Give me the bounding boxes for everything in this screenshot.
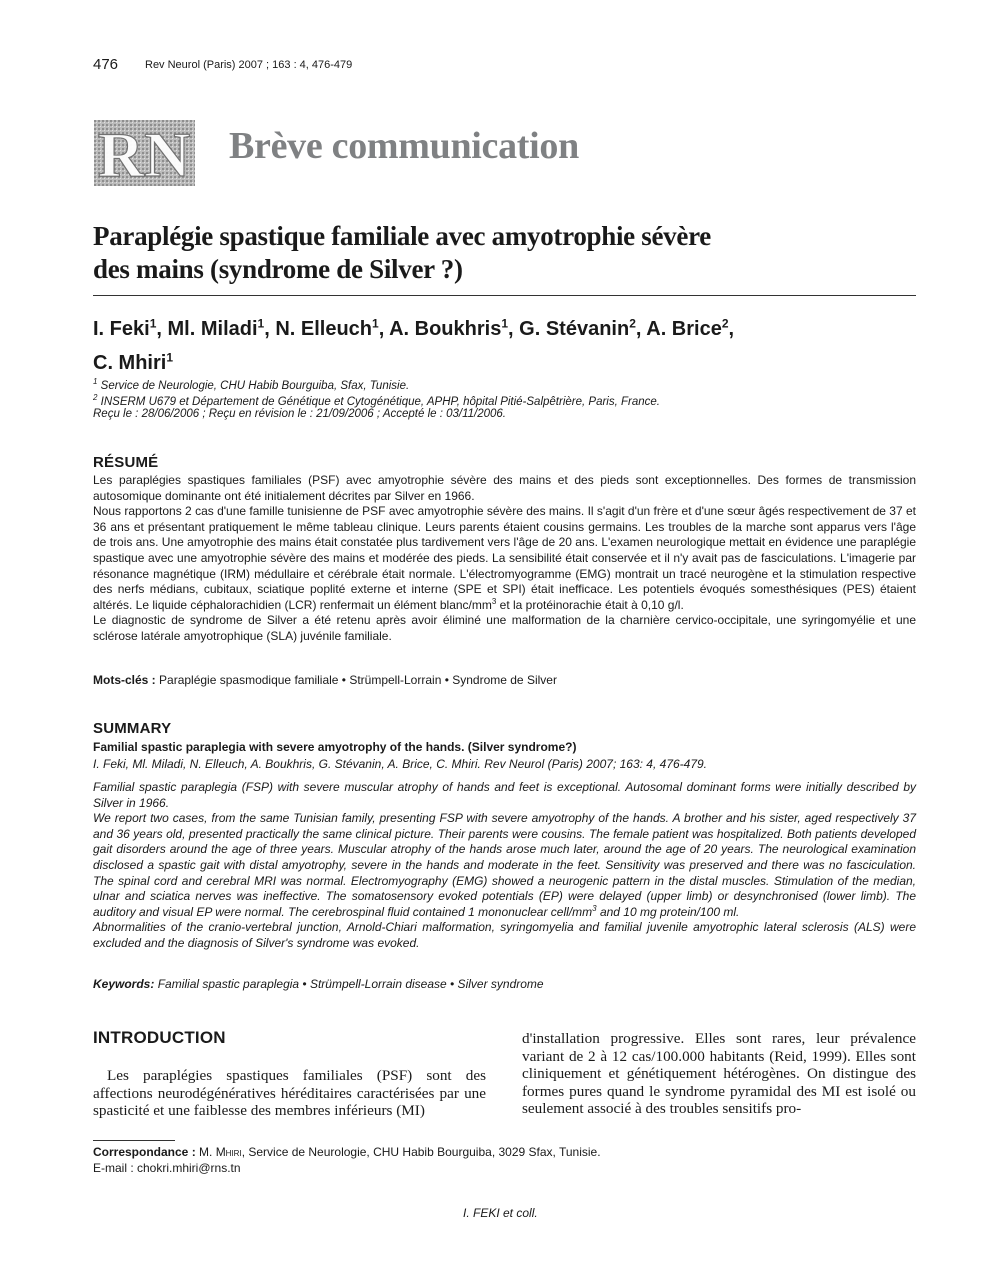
page-number: 476 [93,56,119,73]
journal-reference: Rev Neurol (Paris) 2007 ; 163 : 4, 476-479 [145,59,353,71]
logo-letters: RN [97,120,191,186]
resume-paragraph-3: Le diagnostic de syndrome de Silver a été retenu après avoir éliminé une malformation de la charnière cervico-occipitale, une syringomyélie et une sclérose latérale amyotrophique (SLA) juvénile familiale. [93,613,916,643]
affiliation-1: $^1$ Service de Neurologie, CHU Habib Bourguiba, Sfax, Tunisie. [93,377,410,392]
author: I. Feki$^1$, [93,316,168,340]
mots-cles: Mots-clés : Paraplégie spasmodique familiale • Strümpell-Lorrain • Syndrome de Silver [93,673,557,687]
section-title: Brève communication [229,125,579,167]
resume-heading: RÉSUMÉ [93,454,159,471]
author: A. Boukhris$^1$, [389,316,520,340]
summary-paragraph-1: Familial spastic paraplegia (FSP) with severe muscular atrophy of hands and feet is exceptional. Autosomal dominant forms were initially described by Silver in 1966. [93,780,916,810]
email: E-mail : chokri.mhiri@rns.tn [93,1161,241,1175]
resume-paragraph-1: Les paraplégies spastiques familiales (PSF) avec amyotrophie sévère des mains et des pieds sont exceptionnelles. Des formes de transmission autosomique dominante ont été initialement décrites par Silver en 1966. [93,473,916,503]
received-dates: Reçu le : 28/06/2006 ; Reçu en révision le : 21/09/2006 ; Accepté le : 03/11/2006. [93,408,507,420]
keywords: Keywords: Familial spastic paraplegia • Strümpell-Lorrain disease • Silver syndrome [93,977,544,991]
summary-citation: I. Feki, Ml. Miladi, N. Elleuch, A. Boukhris, G. Stévanin, A. Brice, C. Mhiri. Rev Neurol (Paris) 2007; 163: 4, 476-479. [93,757,708,771]
resume-paragraph-2: Nous rapportons 2 cas d'une famille tunisienne de PSF avec amyotrophie sévère des mains. Il s'agit d'un frère et d'une sœur âgés respectivement de 37 et 36 ans et présentant pratiquement le même tableau clinique. Leurs parents étaient cousins germains. Les troubles de la marche sont apparus vers l'âge de trois ans. Une amyotrophie des mains était constatée plus tardivement vers l'âge de 20 ans. L'examen neurologique mettait en évidence une paraplégie spastique avec une amyotrophie sévère des mains et modérée des pieds. La sensibilité était conservée et il n'y avait pas de fasciculations. L'imagerie par résonance magnétique (IRM) médullaire et cérébrale était normale. L'électromyogramme (EMG) montrait un tracé neurogène et la stimulation respective des nerfs médians, cubitaux, sciatique poplité externe et interne (SPE et SPI) était inefficace. Les potentiels évoqués somesthésiques (PES) étaient altérés. Le liquide céphalorachidien (LCR) renfermait un élément blanc/$mm^3$ et la protéinorachie était à 0,10 g/l. [93,504,916,612]
summary-paragraph-2: We report two cases, from the same Tunisian family, presenting FSP with severe amyotrophy of the hands. A brother and his sister, aged respectively 37 and 36 years old, presented practically the same clinical picture. Their parents were cousins. The female patient was hospitalized. Both patients developed gait disorders around the age of three years. Muscular atrophy of the hands arose much later, around the age of 20 years. The neurological examination disclosed a spastic gait with distal amyotrophy, severe in the hands and moderate in the feet. Sensitivity was preserved and there was no fasciculation. The spinal cord and cerebral MRI was normal. Electromyography (EMG) showed a neurogenic pattern in the distal muscles. Stimulation of the median, ulnar and sciatica nerves was ineffective. The somatosensory evoked potentials (EP) were delayed (upper limb) or desynchronised (lower limb). The auditory and visual EP were normal. The cerebrospinal fluid contained 1 mononuclear cell/$mm^3$ and 10 mg protein/100 ml. [93,811,916,919]
article-title-line2: des mains (syndrome de Silver ?) [93,254,463,284]
author: A. Brice$^2$, [646,316,735,340]
author: Ml. Miladi$^1$, [167,316,276,340]
author: C. Mhiri$^1$ [93,350,174,375]
introduction-right-column [522,1030,916,1118]
title-rule [93,295,916,296]
author: G. Stévanin$^2$, [519,316,647,340]
article-title-line1: Paraplégie spastique familiale avec amyotrophie sévère [93,221,711,251]
author: N. Elleuch$^1$, [275,316,390,340]
summary-title: Familial spastic paraplegia with severe amyotrophy of the hands. (Silver syndrome?) [93,740,577,754]
summary-heading: SUMMARY [93,720,172,737]
running-footer: I. FEKI et coll. [463,1206,538,1220]
correspondence: Correspondance : M. Mhiri, Service de Neurologie, CHU Habib Bourguiba, 3029 Sfax, Tunisie. [93,1145,601,1159]
author-list [93,309,916,378]
summary-body [93,780,916,952]
article-title [93,220,853,286]
summary-paragraph-3: Abnormalities of the cranio-vertebral junction, Arnold-Chiari malformation, syringomyelia and familial juvenile amyotrophic lateral sclerosis (ALS) were excluded and the diagnosis of Silver's syndrome was evoked. [93,920,916,950]
footnote-rule [93,1140,175,1141]
introduction-right-text: d'installation progressive. Elles sont rares, leur prévalence variant de 2 à 12 cas/100.000 habitants (Reid, 1999). Elles sont cliniquement et génétiquement hétérogènes. On distingue des formes pures quand le syndrome pyramidal des MI est isolé ou seulement associé à des troubles sensitifs pro- [522,1030,916,1117]
journal-logo [94,120,195,186]
resume-body [93,473,916,645]
affiliation-2: $^2$ INSERM U679 et Département de Génétique et Cytogénétique, APHP, hôpital Pitié-Salpêtrière, Paris, France. [93,393,660,408]
introduction-heading: INTRODUCTION [93,1028,226,1047]
introduction-left-column [93,1067,486,1120]
introduction-left-text: Les paraplégies spastiques familiales (PSF) sont des affections neurodégénératives héréditaires caractérisées par une spasticité et une faiblesse des membres inférieurs (MI) [93,1067,486,1119]
